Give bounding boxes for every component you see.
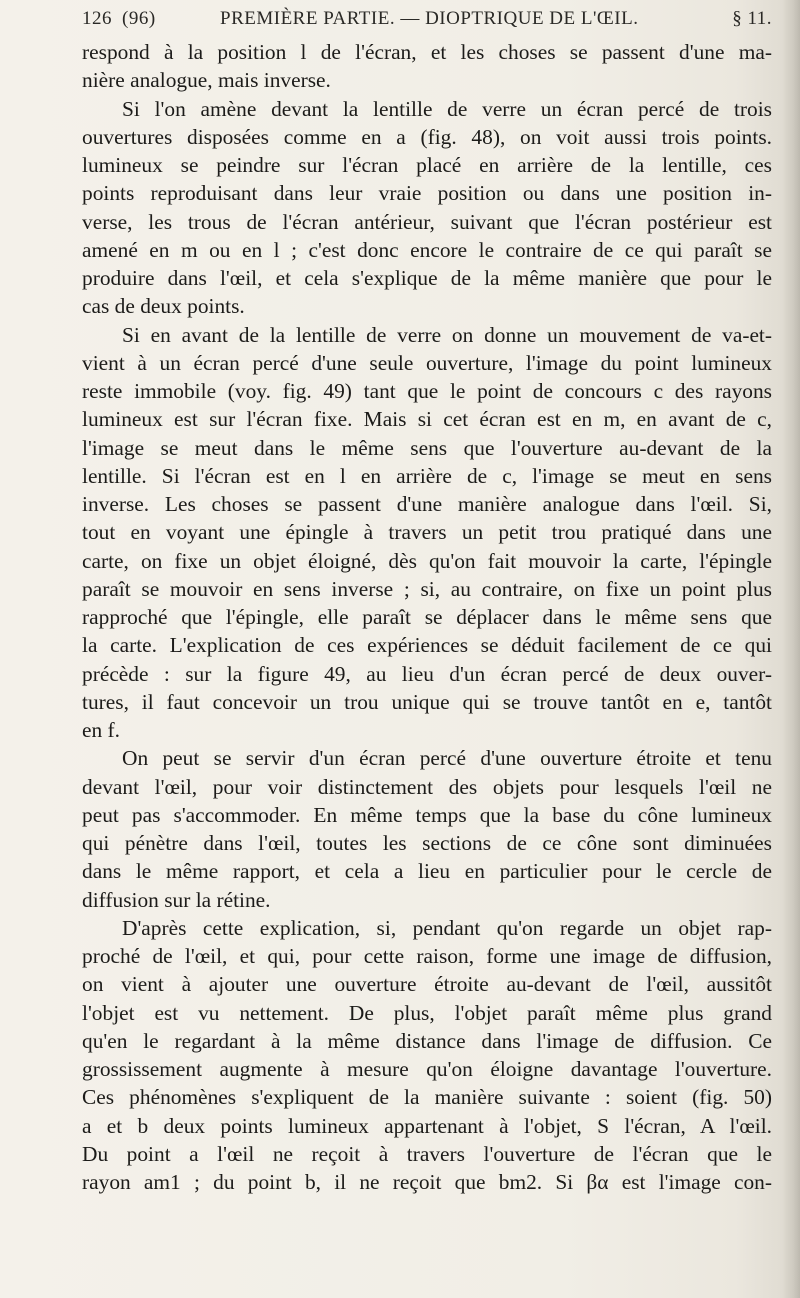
text-line: D'après cette explication, si, pendant qu'on regarde un objet rap-: [122, 915, 772, 940]
text-line: rapproché que l'épingle, elle paraît se déplacer dans le même sens que: [82, 605, 772, 629]
text-line: reste immobile (voy. fig. 49) tant que le point de concours c des rayons: [82, 379, 772, 403]
text-line: amené en m ou en l ; c'est donc encore le contraire de ce qui paraît se: [82, 237, 772, 262]
text-line: produire dans l'œil, et cela s'explique de la même manière que pour le: [82, 266, 772, 290]
text-line: qui pénètre dans l'œil, toutes les sections de ce cône sont diminuées: [82, 831, 772, 855]
text-line: l'objet est vu nettement. De plus, l'objet paraît même plus grand: [82, 1000, 772, 1025]
text-line: carte, on fixe un objet éloigné, dès qu'on fait mouvoir la carte, l'épingle: [82, 548, 772, 573]
page-edge-shadow: [782, 0, 800, 1298]
text-line: lumineux est sur l'écran fixe. Mais si cet écran est en m, en avant de c,: [82, 407, 772, 432]
text-line: en f.: [82, 718, 121, 742]
text-line: Du point a l'œil ne reçoit à travers l'ouverture de l'écran que le: [82, 1141, 772, 1166]
text-line: inverse. Les choses se passent d'une manière analogue dans l'œil. Si,: [82, 492, 772, 516]
running-head: [82, 8, 772, 38]
text-line: grossissement augmente à mesure qu'on éloigne davantage l'ouverture.: [82, 1057, 772, 1081]
text-line: verse, les trous de l'écran antérieur, suivant que l'écran postérieur est: [82, 209, 772, 234]
text-line: lumineux se peindre sur l'écran placé en arrière de la lentille, ces: [82, 153, 772, 177]
text-line: tures, il faut concevoir un trou unique qui se trouve tantôt en e, tantôt: [82, 689, 772, 714]
running-title: PREMIÈRE PARTIE. — DIOPTRIQUE DE L'ŒIL.: [220, 8, 639, 29]
text-line: On peut se servir d'un écran percé d'une ouverture étroite et tenu: [122, 746, 772, 771]
text-line: la carte. L'explication de ces expériences se déduit facilement de ce qui: [82, 633, 772, 658]
page-number: 126: [82, 8, 112, 29]
text-line: vient à un écran percé d'une seule ouverture, l'image du point lumineux: [82, 350, 772, 375]
text-line: proché de l'œil, et qui, pour cette raison, forme une image de diffusion,: [82, 944, 772, 968]
text-line: précède : sur la figure 49, au lieu d'un écran percé de deux ouver-: [82, 661, 772, 686]
text-line: tout en voyant une épingle à travers un petit trou pratiqué dans une: [82, 520, 772, 545]
text-line: cas de deux points.: [82, 294, 245, 319]
text-line: on vient à ajouter une ouverture étroite au-devant de l'œil, aussitôt: [82, 972, 772, 997]
text-line: ouvertures disposées comme en a (fig. 48), on voit aussi trois points.: [82, 124, 772, 149]
text-line: l'image se meut dans le même sens que l'ouverture au-devant de la: [82, 435, 772, 460]
text-line: dans le même rapport, et cela a lieu en particulier pour le cercle de: [82, 859, 772, 884]
text-line: paraît se mouvoir en sens inverse ; si, au contraire, on fixe un point plus: [82, 576, 772, 601]
text-line: lentille. Si l'écran est en l en arrière de c, l'image se meut en sens: [82, 463, 772, 488]
text-line: Ces phénomènes s'expliquent de la manière suivante : soient (fig. 50): [82, 1085, 772, 1110]
body-text: [82, 38, 772, 1196]
text-line: Si l'on amène devant la lentille de verre un écran percé de trois: [122, 96, 772, 121]
text-line: points reproduisant dans leur vraie position ou dans une position in-: [82, 181, 772, 206]
text-line: diffusion sur la rétine.: [82, 887, 271, 912]
text-line: rayon am1 ; du point b, il ne reçoit que bm2. Si βα est l'image con-: [82, 1170, 772, 1194]
text-line: peut pas s'accommoder. En même temps que la base du cône lumineux: [82, 802, 772, 827]
alt-page-number: (96): [122, 8, 156, 29]
text-line: qu'en le regardant à la même distance dans l'image de diffusion. Ce: [82, 1028, 772, 1053]
text-line: devant l'œil, pour voir distinctement des objets pour lesquels l'œil ne: [82, 774, 772, 799]
section-number: § 11.: [732, 8, 772, 29]
text-line: a et b deux points lumineux appartenant à l'objet, S l'écran, A l'œil.: [82, 1113, 772, 1138]
text-line: respond à la position l de l'écran, et les choses se passent d'une ma-: [82, 40, 772, 64]
text-line: Si en avant de la lentille de verre on donne un mouvement de va-et-: [122, 322, 772, 347]
text-line: nière analogue, mais inverse.: [82, 68, 331, 93]
